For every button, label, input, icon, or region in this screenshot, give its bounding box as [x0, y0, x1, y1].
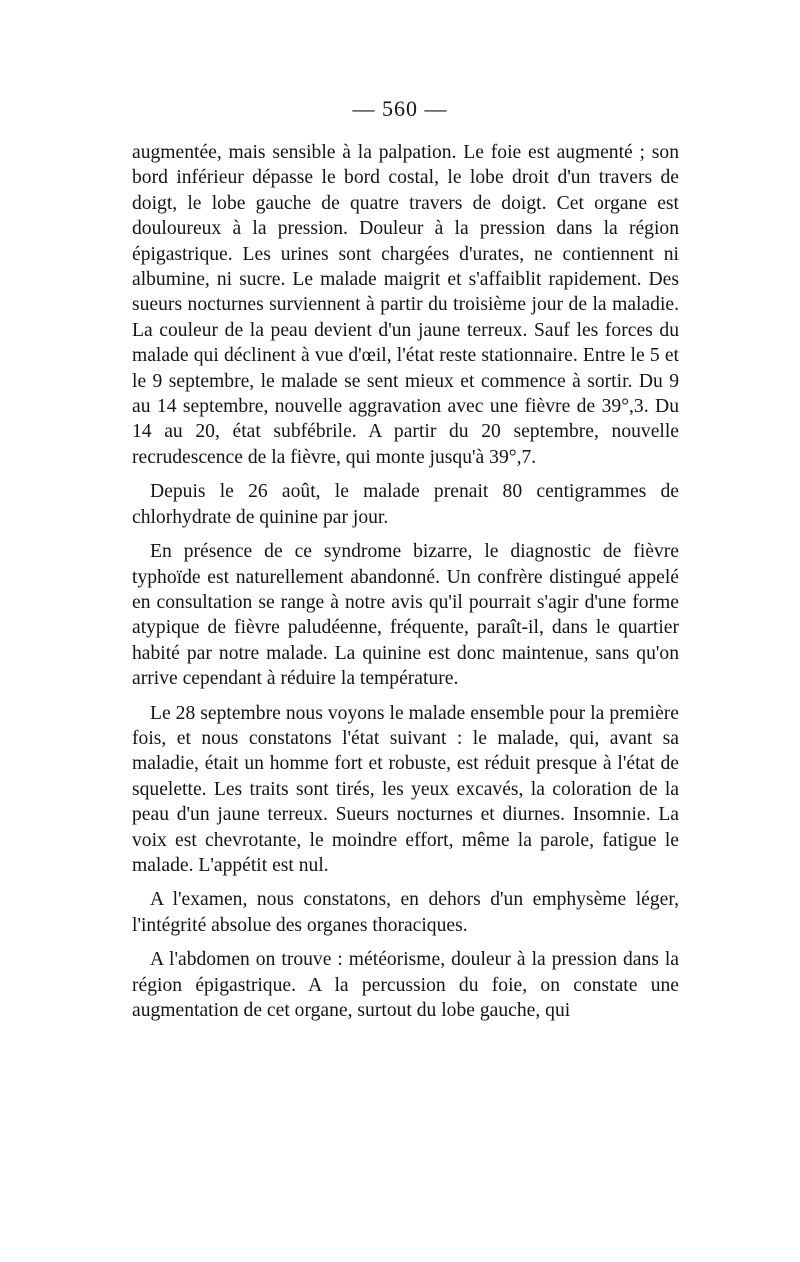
page-number: — 560 — — [352, 96, 448, 121]
paragraph-6: A l'abdomen on trouve : météorisme, douleur à la pression dans la région épigastrique. A la percussion du foie, on constate une augmentation de cet organe, surtout du lobe gauche, qui — [132, 949, 679, 1021]
paragraph-1: augmentée, mais sensible à la palpation. Le foie est augmenté ; son bord inférieur dépasse le bord costal, le lobe droit d'un travers de doigt, le lobe gauche de quatre travers de doigt. Cet organe est douloureux à la pression. Douleur à la pression dans la région épigastrique. Les urines sont chargées d'urates, ne contiennent ni albumine, ni sucre. Le malade maigrit et s'affaiblit rapidement. Des sueurs nocturnes surviennent à partir du troisième jour de la maladie. La couleur de la peau devient d'un jaune terreux. Sauf les forces du malade qui déclinent à vue d'œil, l'état reste stationnaire. Entre le 5 et le 9 septembre, le malade se sent mieux et commence à sortir. Du 9 au 14 septembre, nouvelle aggravation avec une fièvre de 39°,3. Du 14 au 20, état subfébrile. A partir du 20 septembre, nouvelle recrudescence de la fièvre, qui monte jusqu'à 39°,7. — [132, 142, 679, 468]
paragraph-3: En présence de ce syndrome bizarre, le diagnostic de fièvre typhoïde est naturellement abandonné. Un confrère distingué appelé en consultation se range à notre avis qu'il pourrait s'agir d'une forme atypique de fièvre paludéenne, fréquente, paraît-il, dans le quartier habité par notre malade. La quinine est donc maintenue, sans qu'on arrive cependant à réduire la température. — [132, 541, 679, 690]
paragraph-2: Depuis le 26 août, le malade prenait 80 centigrammes de chlorhydrate de quinine par jour. — [132, 481, 679, 528]
paragraph-4: Le 28 septembre nous voyons le malade ensemble pour la première fois, et nous constatons l'état suivant : le malade, qui, avant sa maladie, était un homme fort et robuste, est réduit presque à l'état de squelette. Les traits sont tirés, les yeux excavés, la coloration de la peau d'un jaune terreux. Sueurs nocturnes et diurnes. Insomnie. La voix est chevrotante, le moindre effort, même la parole, fatigue le malade. L'appétit est nul. — [132, 702, 679, 876]
body-text — [132, 140, 679, 1023]
paragraph-5: A l'examen, nous constatons, en dehors d'un emphysème léger, l'intégrité absolue des organes thoraciques. — [132, 889, 679, 936]
